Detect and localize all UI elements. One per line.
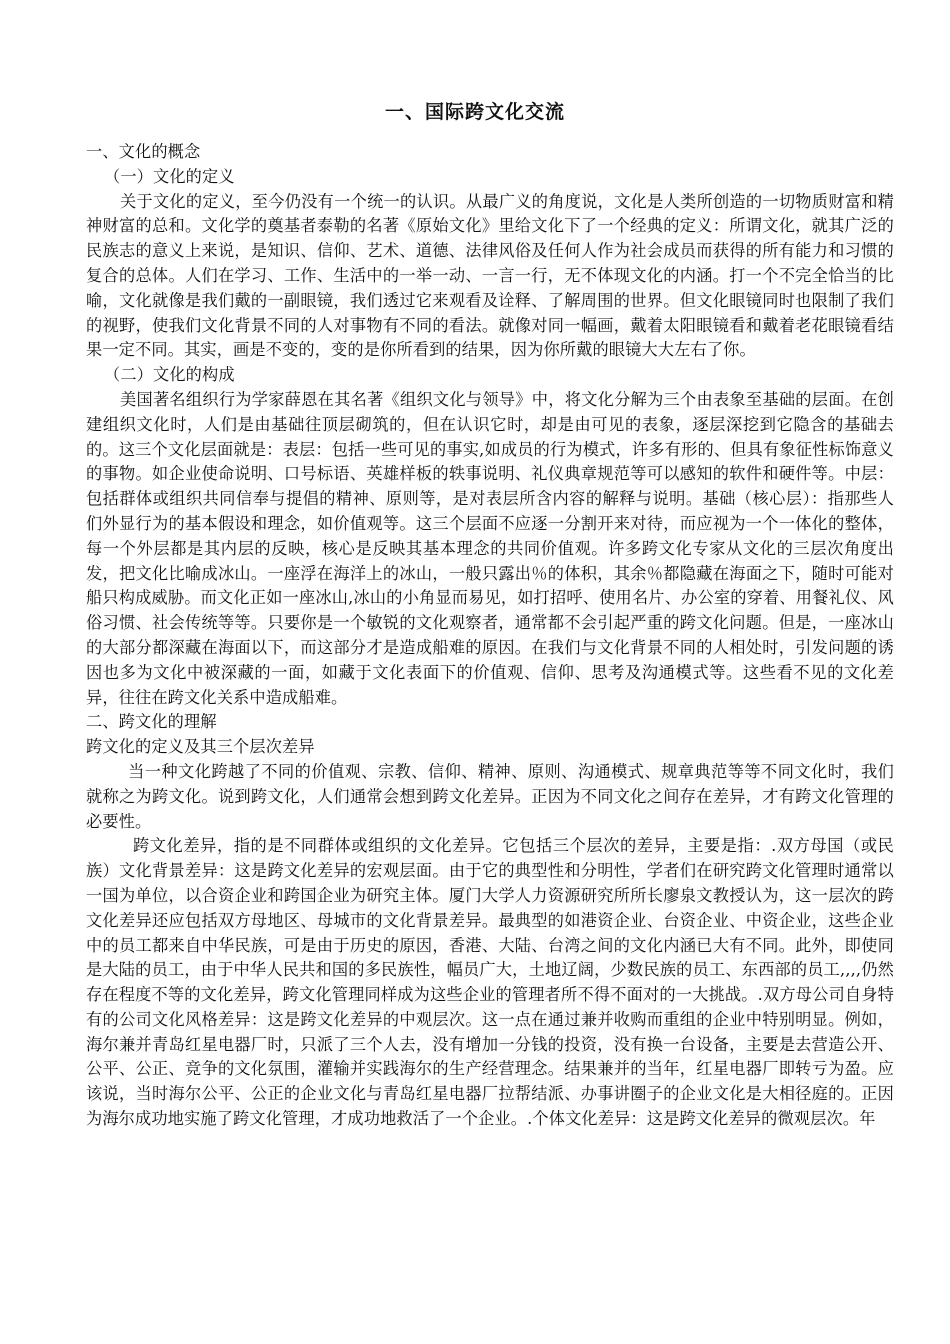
paragraph-culture-definition: 关于文化的定义，至今仍没有一个统一的认识。从最广义的角度说，文化是人类所创造的一切物质财富和精神财富的总和。文化学的奠基者泰勒的名著《原始文化》里给文化下了一个经典的定义：所谓文化，就其广泛的民族志的意义上来说，是知识、信仰、艺术、道德、法律风俗及任何人作为社会成员而获得的所有能力和习惯的复合的总体。人们在学习、工作、生活中的一举一动、一言一行，无不体现文化的内涵。打一个不完全恰当的比喻，文化就像是我们戴的一副眼镜，我们透过它来观看及诠释、了解周围的世界。但文化眼镜同时也限制了我们的视野，使我们文化背景不同的人对事物有不同的看法。就像对同一幅画，戴着太阳眼镜看和戴着老花眼镜看结果一定不同。其实，画是不变的，变的是你所看到的结果，因为你所戴的眼镜大大左右了你。 <box>86 191 894 360</box>
subsection-heading-culture-structure: （二）文化的构成 <box>104 365 235 385</box>
document-title: 一、国际跨文化交流 <box>384 101 565 123</box>
document-body <box>86 140 894 1132</box>
paragraph-cross-culture-intro: 当一种文化跨越了不同的价值观、宗教、信仰、精神、原则、沟通模式、规章典范等等不同文化时，我们就称之为跨文化。说到跨文化，人们通常会想到跨文化差异。正因为不同文化之间存在差异，才有跨文化管理的必要性。 <box>86 761 894 831</box>
paragraph-culture-structure: 美国著名组织行为学家薛恩在其名著《组织文化与领导》中，将文化分解为三个由表象至基础的层面。在创建组织文化时，人们是由基础往顶层砌筑的，但在认识它时，却是由可见的表象，逐层深挖到它隐含的基础去的。这三个文化层面就是：表层：包括一些可见的事实,如成员的行为模式，许多有形的、但具有象征性标饰意义的事物。如企业使命说明、口号标语、英雄样板的轶事说明、礼仪典章规范等可以感知的软件和硬件等。中层：包括群体或组织共同信奉与提倡的精神、原则等，是对表层所含内容的解释与说明。基础（核心层）：指那些人们外显行为的基本假设和理念，如价值观等。这三个层面不应逐一分割开来对待，而应视为一个一体化的整体，每一个外层都是其内层的反映，核心是反映其基本理念的共同价值观。许多跨文化专家从文化的三层次角度出发，把文化比喻成冰山。一座浮在海洋上的冰山，一般只露出％的体积，其余％都隐藏在海面之下，随时可能对船只构成威胁。而文化正如一座冰山,冰山的小角显而易见，如打招呼、使用名片、办公室的穿着、用餐礼仪、风俗习惯、社会传统等等。只要你是一个敏锐的文化观察者，通常都不会引起严重的跨文化问题。但是，一座冰山的大部分都深藏在海面以下，而这部分才是造成船难的原因。在我们与文化背景不同的人相处时，引发问题的诱因也多为文化中被深藏的一面，如藏于文化表面下的价值观、信仰、思考及沟通模式等。这些看不见的文化差异，往往在跨文化关系中造成船难。 <box>86 389 894 707</box>
section-heading-culture-concept: 一、文化的概念 <box>86 142 201 161</box>
paragraph-cross-culture-differences: 跨文化差异，指的是不同群体或组织的文化差异。它包括三个层次的差异，主要是指：.双方母国（或民族）文化背景差异：这是跨文化差异的宏观层面。由于它的典型性和分明性，学者们在研究跨文化管理时通常以一国为单位，以合资企业和跨国企业为研究主体。厦门大学人力资源研究所所长廖泉文教授认为，这一层次的跨文化差异还应包括双方母地区、母城市的文化背景差异。最典型的如港资企业、台资企业、中资企业，这些企业中的员工都来自中华民族，可是由于历史的原因，香港、大陆、台湾之间的文化内涵已大有不同。此外，即使同是大陆的员工，由于中华人民共和国的多民族性，幅员广大，土地辽阔，少数民族的员工、东西部的员工,,,,仍然存在程度不等的文化差异，跨文化管理同样成为这些企业的管理者所不得不面对的一大挑战。.双方母公司自身特有的公司文化风格差异：这是跨文化差异的中观层次。这一点在通过兼并收购而重组的企业中特别明显。例如，海尔兼并青岛红星电器厂时，只派了三个人去，没有增加一分钱的投资，没有换一台设备，主要是去营造公开、公平、公正、竞争的文化氛围，灌输并实践海尔的生产经营理念。结果兼并的当年，红星电器厂即转亏为盈。应该说，当时海尔公平、公正的企业文化与青岛红星电器厂拉帮结派、办事讲圈子的企业文化是大相径庭的。正因为海尔成功地实施了跨文化管理，才成功地救活了一个企业。.个体文化差异：这是跨文化差异的微观层次。年 <box>86 836 894 1129</box>
subheading-cross-culture-definition: 跨文化的定义及其三个层次差异 <box>86 737 315 757</box>
subsection-heading-culture-definition: （一）文化的定义 <box>104 166 235 186</box>
section-heading-cross-culture: 二、跨文化的理解 <box>86 712 217 732</box>
